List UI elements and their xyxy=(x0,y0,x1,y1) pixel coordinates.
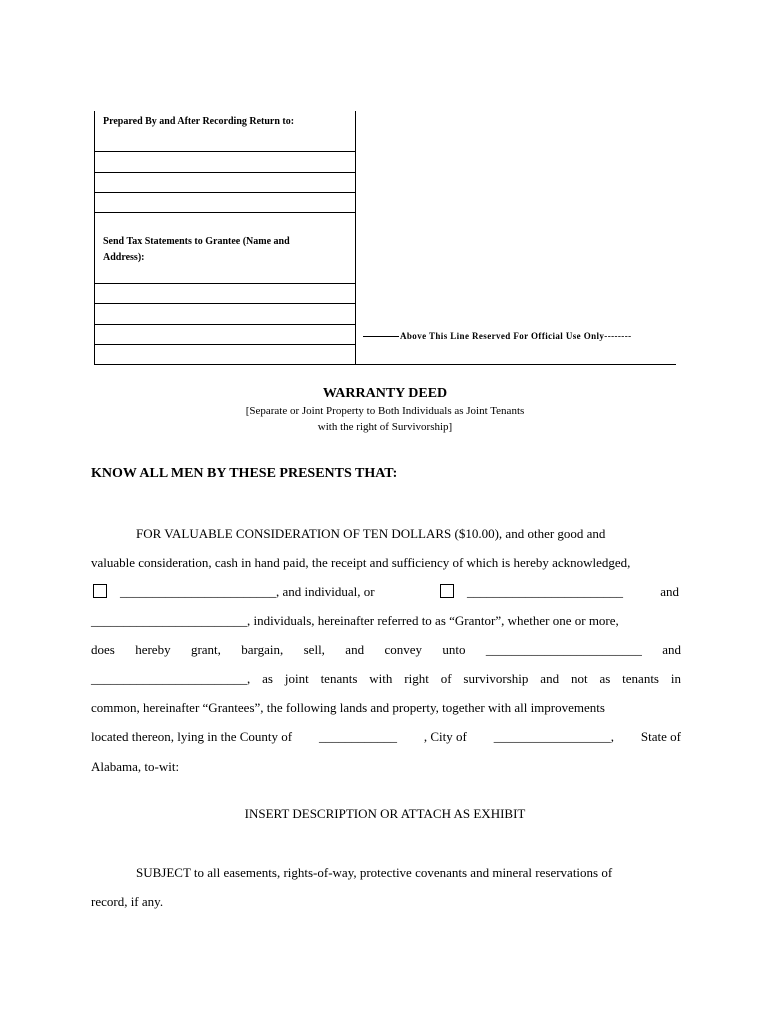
line3-and: and xyxy=(660,584,679,599)
recording-info-box xyxy=(94,111,356,365)
word: and xyxy=(662,642,681,657)
word: of xyxy=(440,671,452,686)
county-field[interactable]: ____________ xyxy=(318,729,397,744)
county-label: located thereon, lying in the County of xyxy=(91,729,293,744)
word: in xyxy=(670,671,681,686)
grantee-address-line-3[interactable] xyxy=(95,324,355,325)
word: with xyxy=(369,671,393,686)
word: as xyxy=(599,671,611,686)
official-use-notice xyxy=(363,331,632,341)
word: and xyxy=(345,642,365,657)
word: tenants xyxy=(622,671,659,686)
send-tax-label-2: Address): xyxy=(103,252,145,263)
section-heading: KNOW ALL MEN BY THESE PRESENTS THAT: xyxy=(91,466,398,481)
body-line-6 xyxy=(91,671,681,687)
word: right xyxy=(404,671,429,686)
word: as xyxy=(262,671,273,686)
prepared-by-label: Prepared By and After Recording Return to: xyxy=(103,116,295,127)
word: unto xyxy=(442,642,466,657)
grantee-address-line-4[interactable] xyxy=(95,344,355,345)
grantor-joint-checkbox[interactable] xyxy=(440,584,454,598)
return-address-line-1[interactable] xyxy=(95,151,355,152)
word: tenants xyxy=(320,671,358,686)
official-use-divider xyxy=(354,364,676,365)
body-line-9: Alabama, to-wit: xyxy=(91,759,180,774)
grantee-address-line-2[interactable] xyxy=(95,303,355,304)
city-label: , City of xyxy=(423,729,467,744)
grantee-address-line-1[interactable] xyxy=(95,283,355,284)
document-subtitle-1: [Separate or Joint Property to Both Individuals as Joint Tenants xyxy=(245,405,525,417)
body-line-8 xyxy=(91,729,681,745)
city-field[interactable]: __________________, xyxy=(493,729,614,744)
return-address-line-3[interactable] xyxy=(95,192,355,193)
grantee-name-field-2[interactable]: ________________________, xyxy=(91,671,251,686)
body-line-7: common, hereinafter “Grantees”, the following lands and property, together with all improvements xyxy=(91,700,605,715)
word: survivorship xyxy=(463,671,529,686)
word: convey xyxy=(384,642,422,657)
document-title: WARRANTY DEED xyxy=(322,386,448,401)
reserved-dash-line xyxy=(363,336,399,337)
body-line-5 xyxy=(91,642,681,658)
word: and xyxy=(540,671,560,686)
reserved-label: Above This Line Reserved For Official Use Only-------- xyxy=(400,331,632,341)
word: does xyxy=(91,642,115,657)
subject-line-1: SUBJECT to all easements, rights-of-way, protective covenants and mineral reservations of xyxy=(136,865,613,880)
word: sell, xyxy=(303,642,325,657)
word: joint xyxy=(284,671,309,686)
body-line-2: valuable consideration, cash in hand paid, the receipt and sufficiency of which is hereby acknowledged, xyxy=(91,555,631,570)
state-label: State of xyxy=(640,729,681,744)
document-subtitle-2: with the right of Survivorship] xyxy=(317,421,453,433)
word: grant, xyxy=(190,642,221,657)
grantor-name-field-2[interactable]: ________________________ xyxy=(467,584,623,599)
insert-description-label: INSERT DESCRIPTION OR ATTACH AS EXHIBIT xyxy=(244,806,526,821)
word: hereby xyxy=(135,642,171,657)
word: not xyxy=(570,671,588,686)
return-address-line-2[interactable] xyxy=(95,172,355,173)
grantee-name-field-1[interactable]: ________________________ xyxy=(485,642,642,657)
grantor-separate-checkbox[interactable] xyxy=(93,584,107,598)
send-tax-label-1: Send Tax Statements to Grantee (Name and xyxy=(103,236,290,247)
body-line-1: FOR VALUABLE CONSIDERATION OF TEN DOLLARS ($10.00), and other good and xyxy=(136,526,606,541)
word: bargain, xyxy=(241,642,284,657)
grantor-name-field-1[interactable]: ________________________, and individual, or xyxy=(120,584,375,599)
return-address-line-4[interactable] xyxy=(95,212,355,213)
subject-line-2: record, if any. xyxy=(91,894,164,909)
body-line-4: ________________________, individuals, hereinafter referred to as “Grantor”, whether one or more, xyxy=(91,613,619,628)
